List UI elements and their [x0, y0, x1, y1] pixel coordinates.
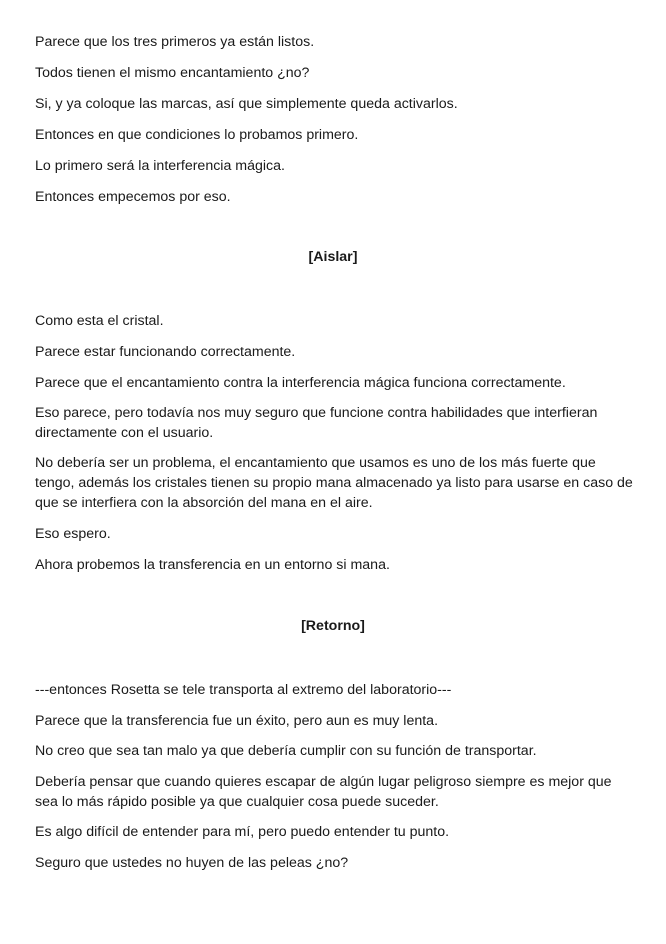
paragraph: ---entonces Rosetta se tele transporta al extremo del laboratorio--- [35, 682, 452, 698]
paragraph: Como esta el cristal. [35, 313, 164, 329]
paragraph: Si, y ya coloque las marcas, así que simplemente queda activarlos. [35, 96, 458, 112]
paragraph: Parece que los tres primeros ya están listos. [35, 34, 315, 50]
paragraph: Eso parece, pero todavía nos muy seguro que funcione contra habilidades que interfieran directamente con el usuario. [35, 405, 598, 441]
paragraph: Entonces en que condiciones lo probamos primero. [35, 127, 359, 143]
paragraph: Lo primero será la interferencia mágica. [35, 158, 285, 174]
paragraph: Todos tienen el mismo encantamiento ¿no? [35, 65, 310, 81]
section-heading: [Aislar] [308, 249, 358, 265]
paragraph: Parece que el encantamiento contra la interferencia mágica funciona correctamente. [35, 375, 566, 391]
paragraph: Es algo difícil de entender para mí, pero puedo entender tu punto. [35, 824, 450, 840]
paragraph: Seguro que ustedes no huyen de las peleas ¿no? [35, 855, 349, 871]
paragraph: No debería ser un problema, el encantamiento que usamos es uno de los más fuerte que tengo, además los cristales tienen su propio mana almacenado ya listo para usarse en caso de que se interfiera con la absorción del mana en el aire. [35, 455, 633, 511]
paragraph: Parece que la transferencia fue un éxito, pero aun es muy lenta. [35, 713, 439, 729]
section-heading: [Retorno] [301, 618, 365, 634]
paragraph: Parece estar funcionando correctamente. [35, 344, 296, 360]
paragraph: Entonces empecemos por eso. [35, 189, 231, 205]
paragraph: Ahora probemos la transferencia en un entorno si mana. [35, 557, 390, 573]
paragraph: Eso espero. [35, 526, 111, 542]
paragraph: No creo que sea tan malo ya que debería cumplir con su función de transportar. [35, 743, 537, 759]
paragraph: Debería pensar que cuando quieres escapar de algún lugar peligroso siempre es mejor que sea lo más rápido posible ya que cualquier cosa puede suceder. [35, 774, 612, 810]
